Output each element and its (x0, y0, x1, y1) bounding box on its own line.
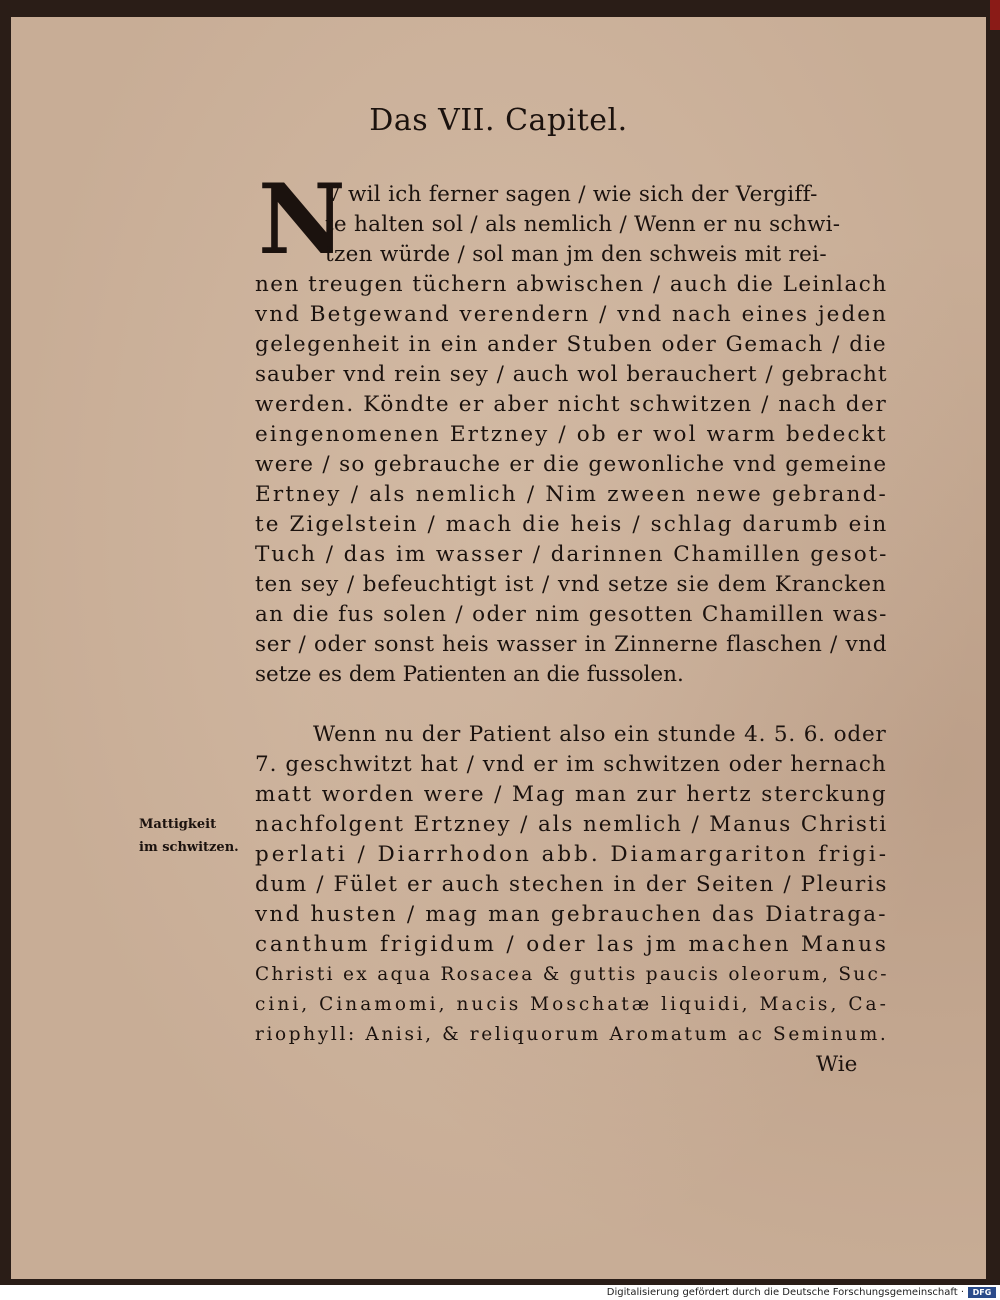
text-line: ten sey / befeuchtigt ist / vnd setze sie dem Krancken (255, 572, 887, 597)
margin-note-line: Mattigkeit (139, 817, 217, 832)
text-line: 7. geschwitzt hat / vnd er im schwitzen oder hernach (255, 752, 887, 777)
dfg-logo: DFG (968, 1287, 996, 1298)
text-line: te Zigelstein / mach die heis / schlag darumb ein (255, 512, 889, 537)
text-line: perlati / Diarrhodon abb. Diamargariton frigi- (255, 842, 889, 867)
text-line: vnd husten / mag man gebrauchen das Diatraga- (255, 902, 888, 927)
text-line: nachfolgent Ertzney / als nemlich / Manus Christi (255, 812, 889, 837)
text-line: sauber vnd rein sey / auch wol berauchert / gebracht (255, 362, 888, 387)
text-line: gelegenheit in ein ander Stuben oder Gemach / die (255, 332, 888, 357)
margin-note-line: im schwitzen. (139, 840, 239, 855)
text-line: Ertney / als nemlich / Nim zween newe gebrand- (255, 482, 889, 507)
text-line: an die fus solen / oder nim gesotten Chamillen was- (255, 602, 888, 627)
text-line: eingenomenen Ertzney / ob er wol warm bedeckt (255, 422, 888, 447)
book-page (11, 17, 986, 1279)
text-line: riophyll: Anisi, & reliquorum Aromatum ac Seminum. (255, 1024, 889, 1045)
text-line: Tuch / das im wasser / darinnen Chamillen gesot- (255, 542, 889, 567)
text-line: ser / oder sonst heis wasser in Zinnerne flaschen / vnd (255, 632, 888, 657)
funding-credit: Digitalisierung gefördert durch die Deutsche Forschungsgemeinschaft · (606, 1287, 964, 1298)
text-line: vnd Betgewand verendern / vnd nach eines jeden (255, 302, 888, 327)
text-line: Christi ex aqua Rosacea & guttis paucis oleorum, Suc- (255, 964, 889, 985)
page-edge-marker (990, 0, 1000, 30)
text-line: were / so gebrauche er die gewonliche vnd gemeine (255, 452, 888, 477)
text-line: te halten sol / als nemlich / Wenn er nu schwi- (325, 212, 841, 237)
text-line: cini, Cinamomi, nucis Moschatæ liquidi, Macis, Ca- (255, 994, 889, 1015)
text-line: V wil ich ferner sagen / wie sich der Vergiff- (325, 182, 818, 207)
drop-cap-initial: N (258, 163, 346, 276)
text-line: setze es dem Patienten an die fussolen. (255, 662, 684, 687)
catchword: Wie (816, 1052, 858, 1077)
text-line: nen treugen tüchern abwischen / auch die Leinlach (255, 272, 888, 297)
text-line: dum / Fület er auch stechen in der Seiten / Pleuris (255, 872, 888, 897)
footer-bar (0, 1286, 1000, 1300)
text-line: canthum frigidum / oder las jm machen Manus (255, 932, 889, 957)
chapter-title: Das VII. Capitel. (369, 103, 628, 138)
text-line: Wenn nu der Patient also ein stunde 4. 5. 6. oder (313, 722, 887, 747)
text-line: matt worden were / Mag man zur hertz sterckung (255, 782, 888, 807)
text-line: werden. Köndte er aber nicht schwitzen / nach der (255, 392, 888, 417)
text-line: tzen würde / sol man jm den schweis mit rei- (325, 242, 827, 267)
